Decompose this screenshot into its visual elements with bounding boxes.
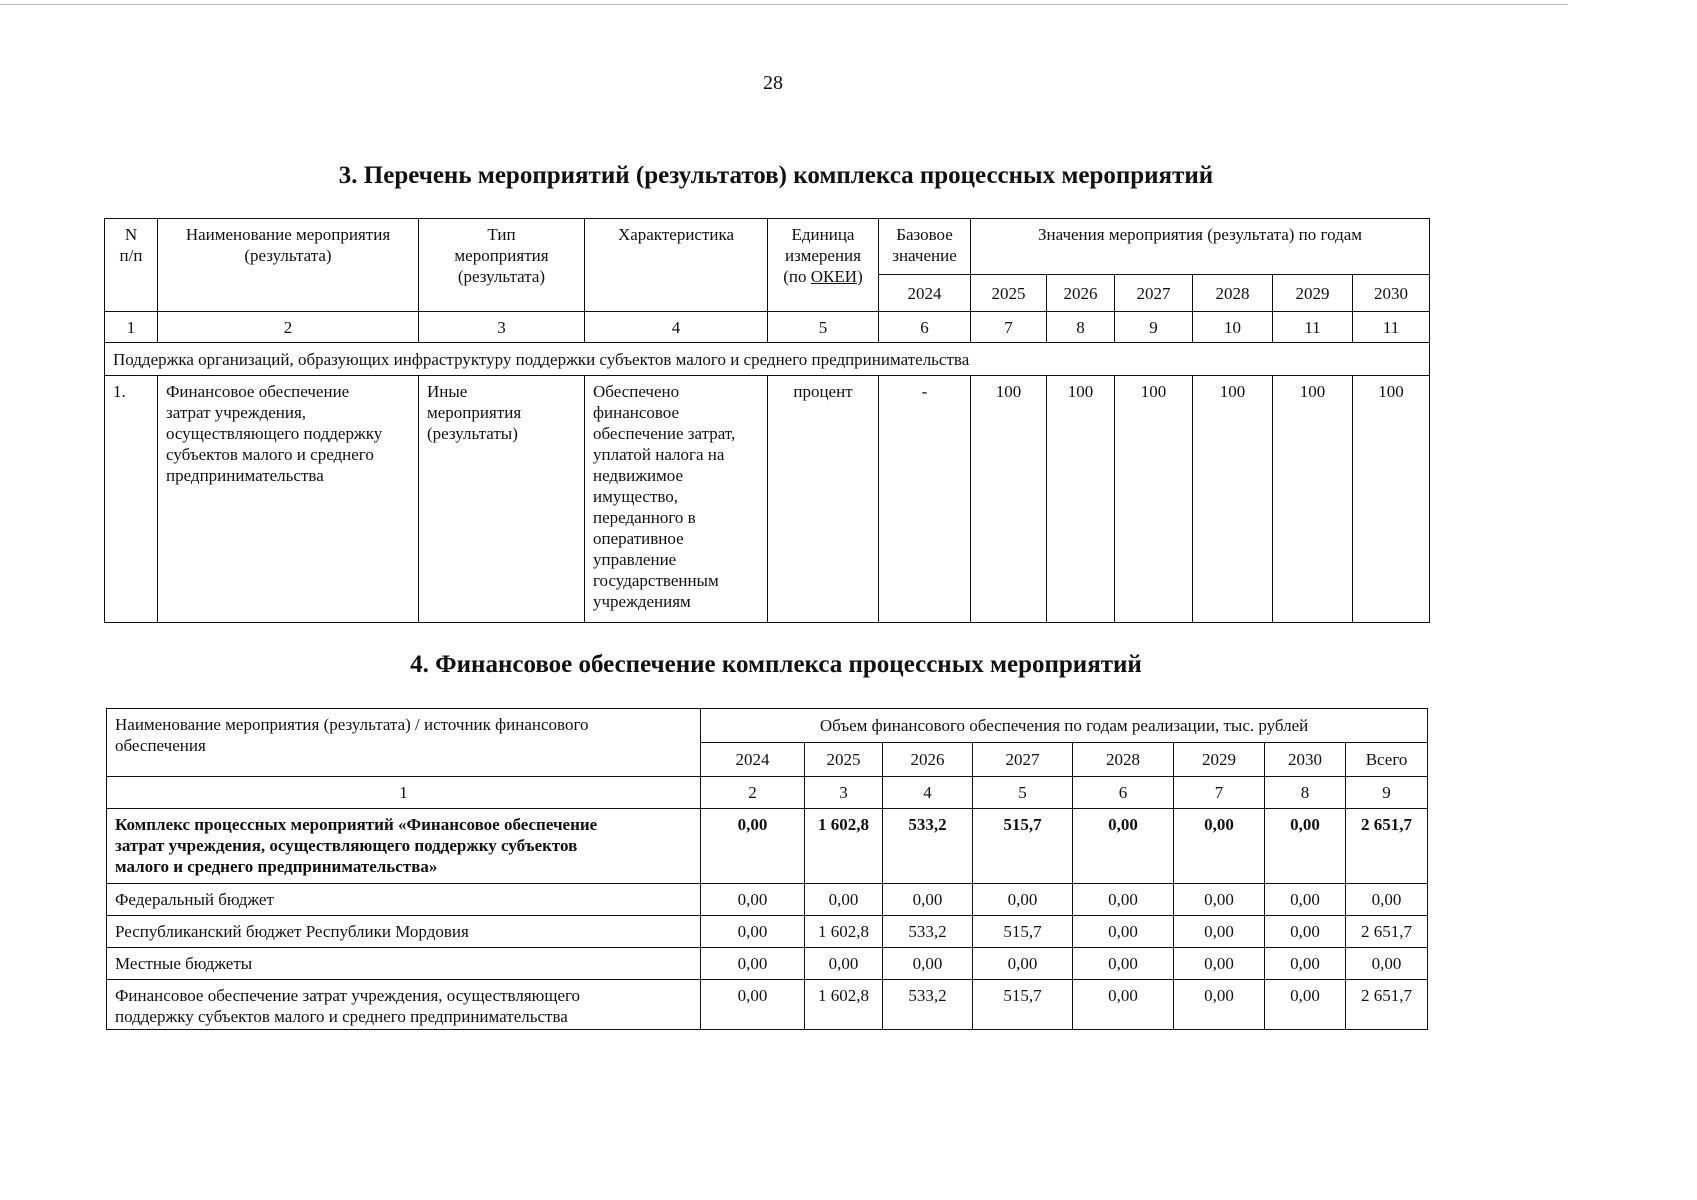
header-year: 2028 bbox=[1073, 743, 1174, 777]
section4-title: 4. Финансовое обеспечение комплекса процессных мероприятий bbox=[410, 651, 1142, 678]
header-year: 2026 bbox=[883, 743, 973, 777]
header-number: N п/п bbox=[105, 219, 158, 312]
row-value: 100 bbox=[1193, 376, 1273, 623]
header-year: 2025 bbox=[971, 275, 1047, 312]
row-value: 533,2 bbox=[883, 809, 973, 884]
row-source-name: Финансовое обеспечение затрат учреждения, осуществляющего поддержку субъектов малого и среднего предпринимательства bbox=[107, 980, 701, 1030]
row-value: 0,00 bbox=[1346, 948, 1428, 980]
table-row-complex-total bbox=[107, 809, 1428, 884]
header-year: 2030 bbox=[1265, 743, 1346, 777]
row-value: 0,00 bbox=[805, 884, 883, 916]
row-value: 515,7 bbox=[973, 916, 1073, 948]
table-row bbox=[107, 980, 1428, 1030]
row-value: 0,00 bbox=[1174, 809, 1265, 884]
row-value: 1 602,8 bbox=[805, 980, 883, 1030]
row-value: 100 bbox=[1115, 376, 1193, 623]
row-value: 0,00 bbox=[1174, 884, 1265, 916]
row-value: 0,00 bbox=[1073, 948, 1174, 980]
group-title: Поддержка организаций, образующих инфраструктуру поддержки субъектов малого и среднего предпринимательства bbox=[105, 343, 1430, 376]
column-number: 10 bbox=[1193, 312, 1273, 343]
column-number: 8 bbox=[1265, 777, 1346, 809]
column-number: 5 bbox=[973, 777, 1073, 809]
column-number: 9 bbox=[1115, 312, 1193, 343]
row-value: 515,7 bbox=[973, 980, 1073, 1030]
row-value: 1 602,8 bbox=[805, 809, 883, 884]
column-number: 1 bbox=[105, 312, 158, 343]
header-year: 2025 bbox=[805, 743, 883, 777]
row-value: 100 bbox=[971, 376, 1047, 623]
row-activity-name: Финансовое обеспечение затрат учреждения, осуществляющего поддержку субъектов малого и среднего предпринимательства bbox=[158, 376, 419, 623]
column-number: 1 bbox=[107, 777, 701, 809]
row-value: 0,00 bbox=[1073, 884, 1174, 916]
row-value: 0,00 bbox=[805, 948, 883, 980]
table-row bbox=[107, 948, 1428, 980]
table-row bbox=[105, 376, 1430, 623]
column-number: 2 bbox=[158, 312, 419, 343]
row-value: 0,00 bbox=[701, 980, 805, 1030]
row-value: 0,00 bbox=[701, 884, 805, 916]
header-base-value: Базовое значение bbox=[879, 219, 971, 275]
header-year: 2024 bbox=[701, 743, 805, 777]
header-activity-type: Тип мероприятия (результата) bbox=[419, 219, 585, 312]
section3-title: 3. Перечень мероприятий (результатов) комплекса процессных мероприятий bbox=[338, 162, 1214, 189]
column-number: 7 bbox=[1174, 777, 1265, 809]
header-year: 2029 bbox=[1174, 743, 1265, 777]
column-number: 6 bbox=[1073, 777, 1174, 809]
row-value: 0,00 bbox=[1346, 884, 1428, 916]
row-number: 1. bbox=[105, 376, 158, 623]
row-value: 515,7 bbox=[973, 809, 1073, 884]
row-base-value: - bbox=[879, 376, 971, 623]
column-number: 6 bbox=[879, 312, 971, 343]
row-value: 0,00 bbox=[1265, 948, 1346, 980]
row-value: 0,00 bbox=[1073, 809, 1174, 884]
column-number: 2 bbox=[701, 777, 805, 809]
row-value: 100 bbox=[1273, 376, 1353, 623]
row-value: 100 bbox=[1353, 376, 1430, 623]
row-value: 0,00 bbox=[1265, 980, 1346, 1030]
financing-table bbox=[106, 708, 1428, 1030]
header-financing-volume: Объем финансового обеспечения по годам реализации, тыс. рублей bbox=[701, 709, 1428, 743]
header-activity-name: Наименование мероприятия (результата) bbox=[158, 219, 419, 312]
row-value: 2 651,7 bbox=[1346, 916, 1428, 948]
row-value: 0,00 bbox=[1265, 916, 1346, 948]
row-source-name: Комплекс процессных мероприятий «Финансовое обеспечение затрат учреждения, осуществляющего поддержку субъектов малого и среднего предпринимательства» bbox=[107, 809, 701, 884]
row-value: 533,2 bbox=[883, 980, 973, 1030]
column-number: 11 bbox=[1273, 312, 1353, 343]
row-value: 0,00 bbox=[1174, 948, 1265, 980]
table-row bbox=[107, 916, 1428, 948]
page-number: 28 bbox=[763, 72, 783, 94]
header-unit: Единица измерения (по ОКЕИ) bbox=[768, 219, 879, 312]
row-characteristic: Обеспечено финансовое обеспечение затрат, уплатой налога на недвижимое имущество, переданного в оперативное управление государственным учреждениям bbox=[585, 376, 768, 623]
activities-table bbox=[104, 218, 1430, 623]
row-value: 100 bbox=[1047, 376, 1115, 623]
table-row bbox=[107, 884, 1428, 916]
column-number: 9 bbox=[1346, 777, 1428, 809]
row-activity-type: Иные мероприятия (результаты) bbox=[419, 376, 585, 623]
row-value: 533,2 bbox=[883, 916, 973, 948]
column-number: 5 bbox=[768, 312, 879, 343]
row-value: 0,00 bbox=[1265, 884, 1346, 916]
scan-edge-line bbox=[0, 4, 1568, 5]
column-number: 4 bbox=[883, 777, 973, 809]
row-unit: процент bbox=[768, 376, 879, 623]
row-value: 0,00 bbox=[701, 948, 805, 980]
header-year: 2030 bbox=[1353, 275, 1430, 312]
row-value: 0,00 bbox=[701, 916, 805, 948]
row-value: 0,00 bbox=[883, 948, 973, 980]
row-value: 0,00 bbox=[973, 948, 1073, 980]
column-number: 7 bbox=[971, 312, 1047, 343]
row-value: 0,00 bbox=[1073, 980, 1174, 1030]
row-source-name: Местные бюджеты bbox=[107, 948, 701, 980]
header-year: 2028 bbox=[1193, 275, 1273, 312]
column-number: 3 bbox=[805, 777, 883, 809]
header-values-by-year: Значения мероприятия (результата) по годам bbox=[971, 219, 1430, 275]
row-value: 2 651,7 bbox=[1346, 809, 1428, 884]
header-base-year: 2024 bbox=[879, 275, 971, 312]
column-number: 8 bbox=[1047, 312, 1115, 343]
row-value: 2 651,7 bbox=[1346, 980, 1428, 1030]
header-year: 2027 bbox=[973, 743, 1073, 777]
column-number: 11 bbox=[1353, 312, 1430, 343]
row-value: 0,00 bbox=[1265, 809, 1346, 884]
header-characteristic: Характеристика bbox=[585, 219, 768, 312]
column-number-row bbox=[105, 312, 1430, 343]
column-number: 3 bbox=[419, 312, 585, 343]
row-value: 0,00 bbox=[1174, 916, 1265, 948]
row-value: 0,00 bbox=[1174, 980, 1265, 1030]
row-value: 1 602,8 bbox=[805, 916, 883, 948]
row-value: 0,00 bbox=[1073, 916, 1174, 948]
header-source-name: Наименование мероприятия (результата) / источник финансового обеспечения bbox=[107, 709, 701, 777]
row-value: 0,00 bbox=[701, 809, 805, 884]
header-year: 2026 bbox=[1047, 275, 1115, 312]
header-total: Всего bbox=[1346, 743, 1428, 777]
column-number-row bbox=[107, 777, 1428, 809]
row-value: 0,00 bbox=[883, 884, 973, 916]
header-year: 2027 bbox=[1115, 275, 1193, 312]
row-source-name: Федеральный бюджет bbox=[107, 884, 701, 916]
okei-link[interactable]: ОКЕИ bbox=[810, 267, 858, 286]
row-source-name: Республиканский бюджет Республики Мордовия bbox=[107, 916, 701, 948]
column-number: 4 bbox=[585, 312, 768, 343]
row-value: 0,00 bbox=[973, 884, 1073, 916]
header-year: 2029 bbox=[1273, 275, 1353, 312]
